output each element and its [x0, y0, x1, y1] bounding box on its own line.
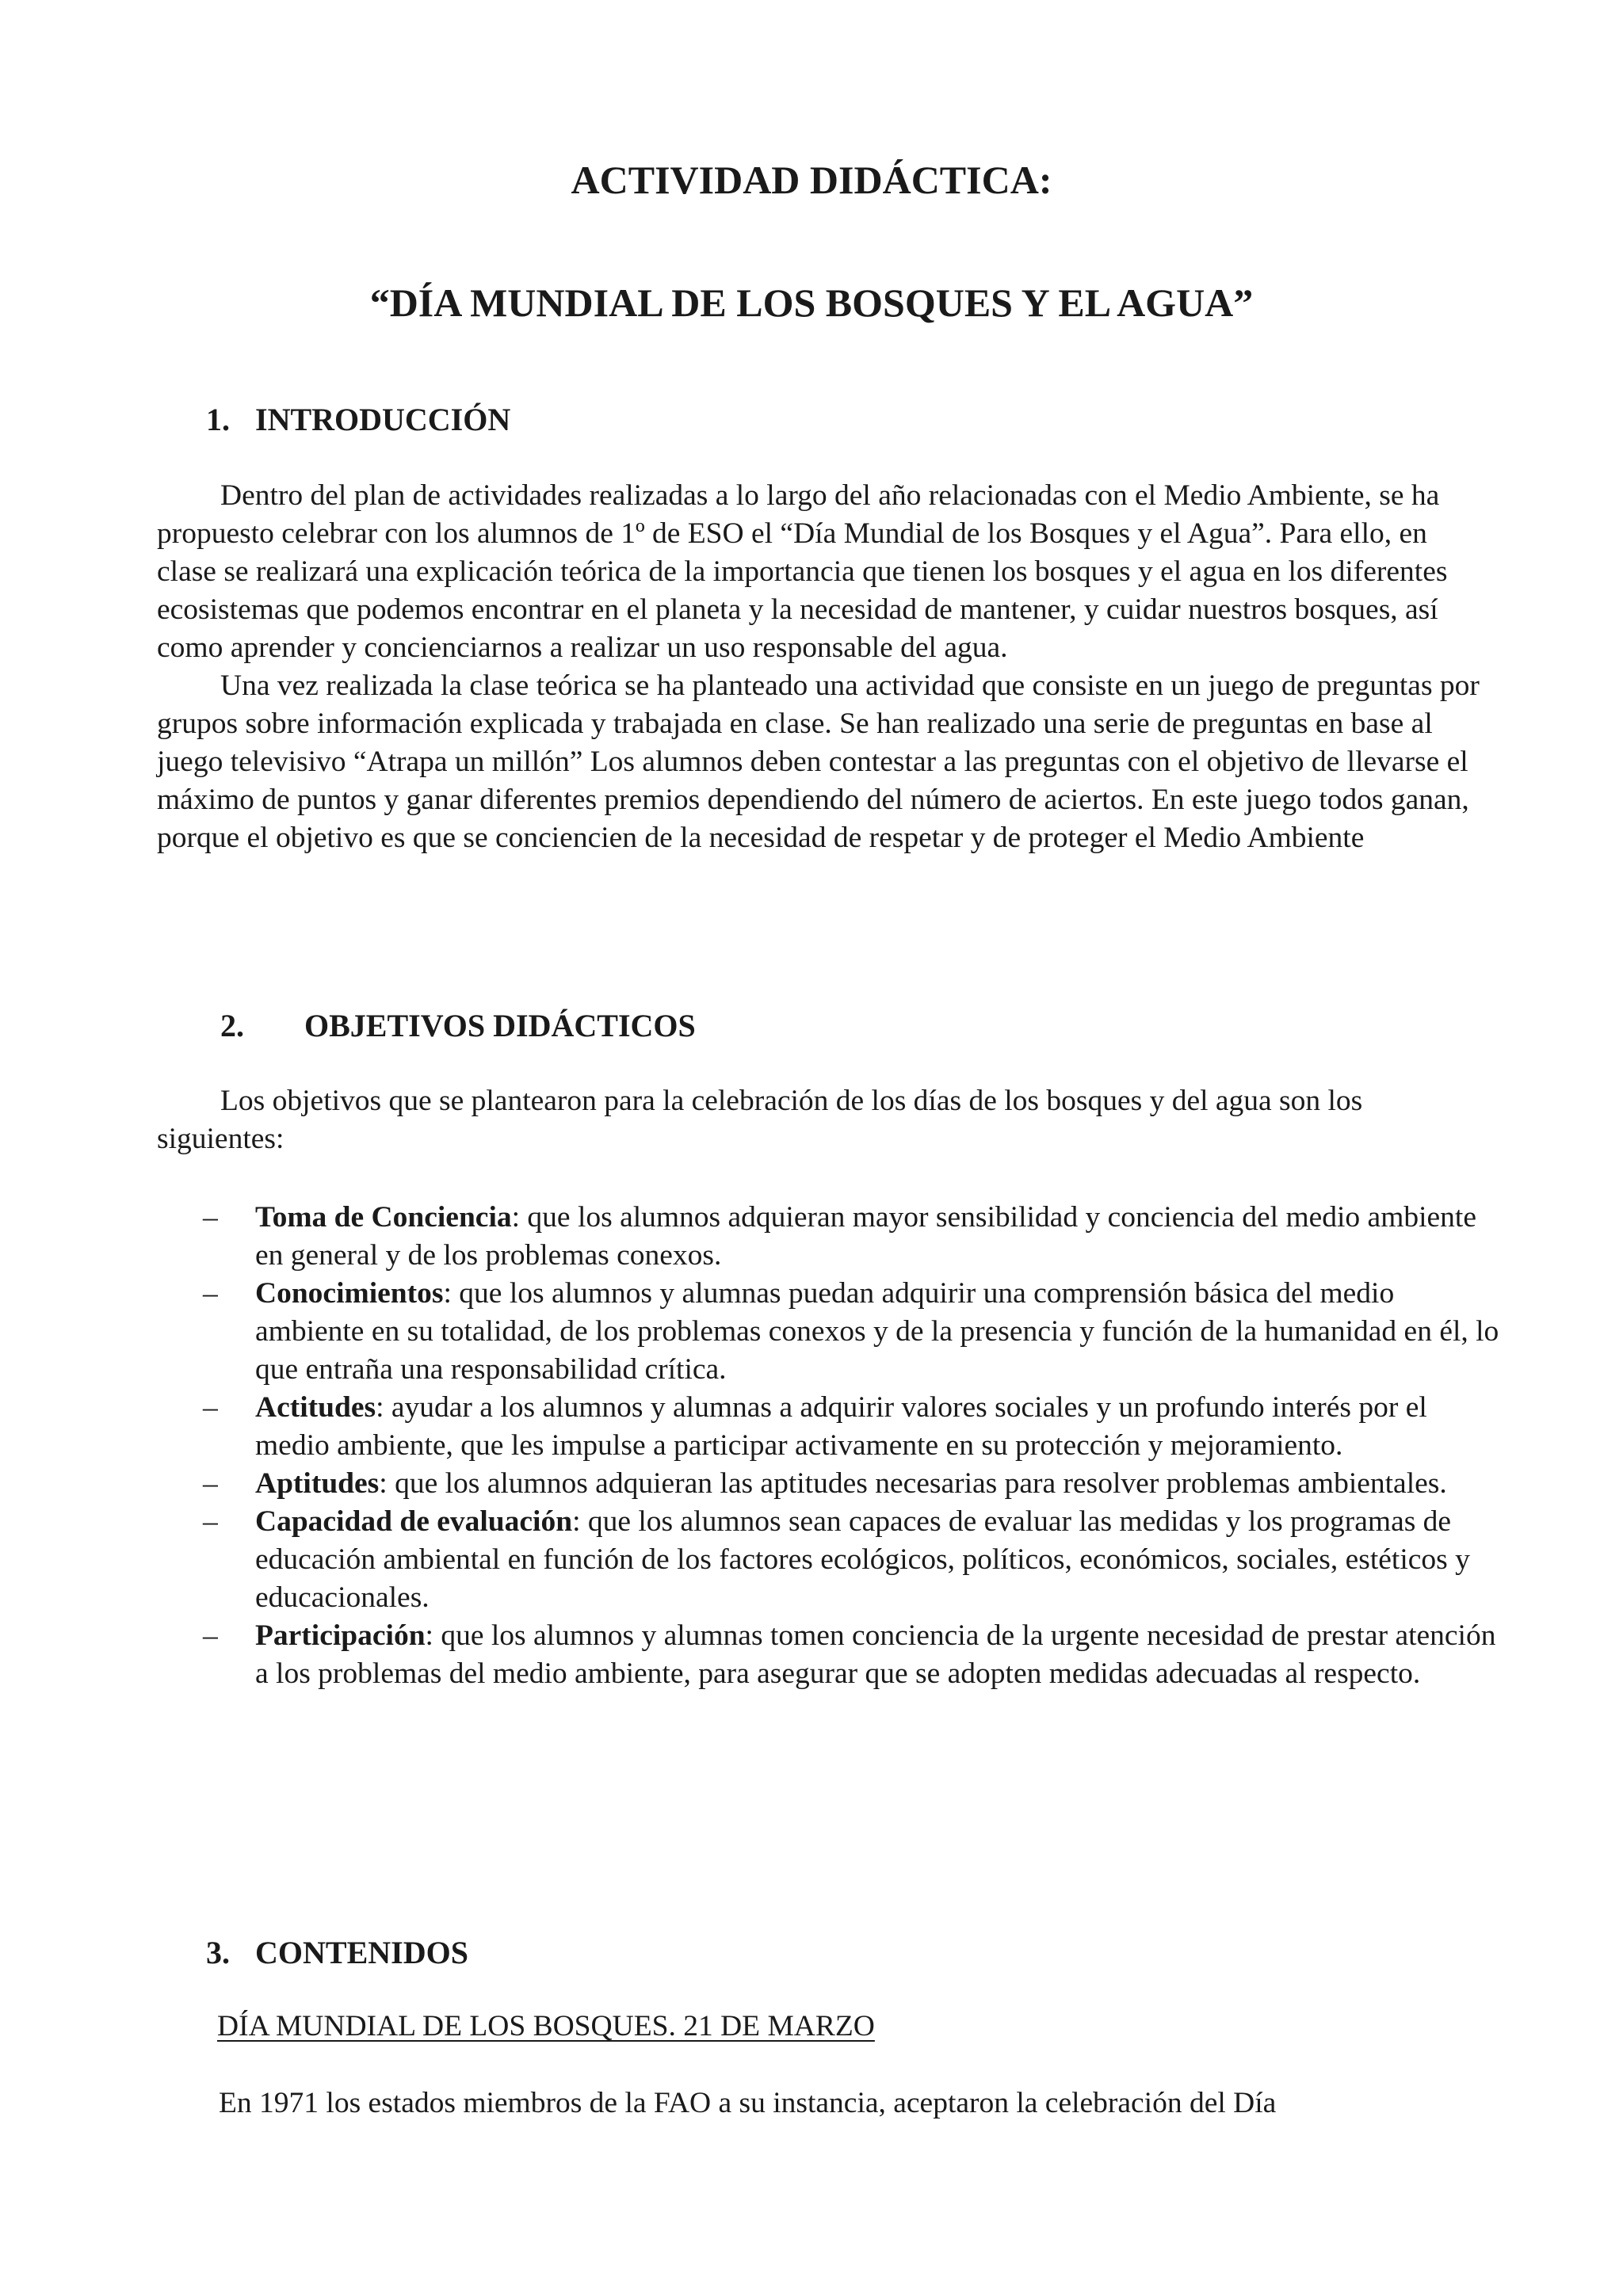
paragraph: Una vez realizada la clase teórica se ha planteado una actividad que consiste en un juego de preguntas por grupos sobre información explicada y trabajada en clase. Se han realizado una serie de preguntas en base al juego televisivo “Atrapa un millón” Los alumnos deben contestar a las preguntas con el objetivo de llevarse el máximo de puntos y ganar diferentes premios dependiendo del número de aciertos. En este juego todos ganan, porque el objetivo es que se conciencien de la necesidad de respetar y de proteger el Medio Ambiente	[157, 669, 1480, 854]
bullet-dash: –	[203, 1277, 218, 1310]
bullet-dash: –	[203, 1201, 218, 1234]
list-item	[157, 1465, 1504, 1503]
section-title: INTRODUCCIÓN	[255, 402, 511, 437]
objective-description: : que los alumnos y alumnas puedan adquirir una comprensión básica del medio ambiente en su totalidad, de los problemas conexos y de la presencia y función de la humanidad en él, lo que entraña una responsabilidad crítica.	[255, 1277, 1499, 1386]
contents-subheading: DÍA MUNDIAL DE LOS BOSQUES. 21 DE MARZO	[217, 2010, 875, 2042]
section-number: 2.	[220, 1008, 244, 1043]
bullet-dash: –	[203, 1467, 218, 1500]
paragraph: Dentro del plan de actividades realizadas a lo largo del año relacionadas con el Medio Ambiente, se ha propuesto celebrar con los alumnos de 1º de ESO el “Día Mundial de los Bosques y el Agua”. Para ello, en clase se realizará una explicación teórica de la importancia que tienen los bosques y el agua en los diferentes ecosistemas que podemos encontrar en el planeta y la necesidad de mantener, y cuidar nuestros bosques, así como aprender y concienciarnos a realizar un uso responsable del agua.	[157, 479, 1448, 664]
section-number: 3.	[206, 1935, 230, 1970]
bullet-dash: –	[203, 1391, 218, 1424]
document-subtitle: “DÍA MUNDIAL DE LOS BOSQUES Y EL AGUA”	[369, 280, 1254, 325]
introduction-body	[157, 477, 1488, 857]
objective-description: : que los alumnos y alumnas tomen conciencia de la urgente necesidad de prestar atención a los problemas del medio ambiente, para asegurar que se adopten medidas adecuadas al respecto.	[255, 1619, 1496, 1690]
objective-description: : que los alumnos sean capaces de evaluar las medidas y los programas de educación ambiental en función de los factores ecológicos, políticos, económicos, sociales, estéticos y educacionales.	[255, 1505, 1470, 1614]
objective-term: Participación	[255, 1619, 426, 1652]
list-item	[157, 1389, 1504, 1465]
objective-description: : ayudar a los alumnos y alumnas a adquirir valores sociales y un profundo interés por el medio ambiente, que les impulse a participar activamente en su protección y mejoramiento.	[255, 1391, 1427, 1462]
document-title: ACTIVIDAD DIDÁCTICA:	[571, 158, 1052, 202]
list-item	[157, 1617, 1504, 1693]
list-item	[157, 1199, 1504, 1275]
objective-term: Capacidad de evaluación	[255, 1505, 573, 1538]
objectives-list	[157, 1199, 1504, 1693]
objective-term: Actitudes	[255, 1391, 376, 1424]
paragraph: Los objetivos que se plantearon para la celebración de los días de los bosques y del agua son los siguientes:	[157, 1085, 1363, 1155]
section-number: 1.	[206, 402, 230, 437]
bullet-dash: –	[203, 1619, 218, 1652]
section-title: OBJETIVOS DIDÁCTICOS	[304, 1008, 696, 1043]
section-heading-objetivos	[220, 1009, 696, 1043]
objective-description: : que los alumnos adquieran las aptitudes necesarias para resolver problemas ambientales.	[379, 1467, 1447, 1500]
list-item	[157, 1275, 1504, 1389]
objective-term: Conocimientos	[255, 1277, 444, 1310]
objective-term: Toma de Conciencia	[255, 1201, 512, 1234]
bullet-dash: –	[203, 1505, 218, 1538]
contents-first-line: En 1971 los estados miembros de la FAO a su instancia, aceptaron la celebración del Día	[219, 2087, 1277, 2119]
objective-term: Aptitudes	[255, 1467, 380, 1500]
section-heading-contenidos	[206, 1936, 468, 1970]
section-title: CONTENIDOS	[255, 1935, 468, 1970]
list-item	[157, 1503, 1504, 1617]
objective-description: : que los alumnos adquieran mayor sensibilidad y conciencia del medio ambiente en general y de los problemas conexos.	[255, 1201, 1476, 1272]
section-heading-introduccion	[206, 402, 510, 437]
objectives-intro	[157, 1082, 1488, 1158]
